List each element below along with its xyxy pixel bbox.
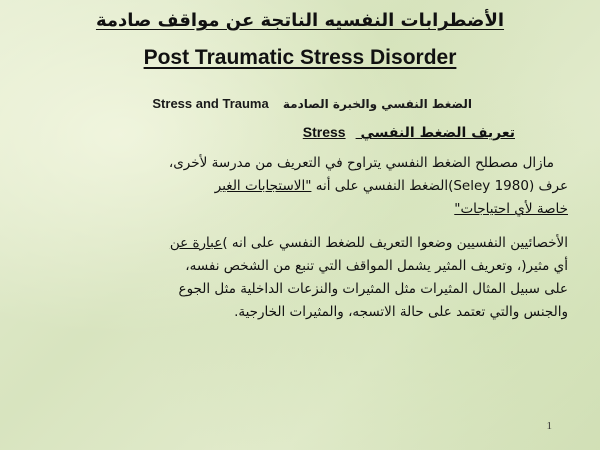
paragraph-text: عرف (Seley 1980)الضغط النفسي على أنه bbox=[311, 178, 568, 194]
paragraph-line: والجنس والتي تعتمد على حالة الاتسجه، والمثيرات الخارجية. bbox=[234, 304, 568, 320]
paragraph-psychologists-definition bbox=[68, 232, 568, 324]
subtitle-arabic: الضغط النفسي والخبرة الصادمة bbox=[282, 97, 472, 111]
definition-english: Stress bbox=[302, 124, 346, 140]
slide-title-english: Post Traumatic Stress Disorder bbox=[143, 46, 457, 69]
paragraph-line: مازال مصطلح الضغط النفسي يتراوح في التعريف من مدرسة لأخرى، bbox=[168, 155, 554, 171]
definition-heading bbox=[303, 124, 515, 141]
paragraph-line bbox=[68, 175, 568, 198]
definition-arabic: تعريف الضغط النفسي bbox=[360, 125, 515, 141]
subtitle-english: Stress and Trauma bbox=[152, 96, 269, 111]
underlined-quote: "الاستجابات الغير bbox=[214, 178, 312, 194]
page-number: 1 bbox=[546, 420, 552, 432]
section-subtitle bbox=[152, 96, 472, 111]
slide-title-arabic: الأضطرابات النفسيه الناتجة عن مواقف صادمة bbox=[95, 10, 505, 31]
paragraph-line: على سبيل المثال المثيرات مثل المثيرات والنزعات الداخلية مثل الجوع bbox=[178, 281, 568, 297]
paragraph-line bbox=[68, 232, 568, 255]
paragraph-line: أي مثير(، وتعريف المثير يشمل المواقف التي تنبع من الشخص نفسه، bbox=[185, 258, 568, 274]
underlined-quote: خاصة لأي احتياجات" bbox=[454, 201, 568, 217]
paragraph-text: الأخصائيين النفسيين وضعوا التعريف للضغط النفسي على انه ) bbox=[222, 235, 568, 251]
underlined-phrase: عبارة عن bbox=[169, 235, 223, 251]
paragraph-selye-definition bbox=[68, 152, 568, 221]
